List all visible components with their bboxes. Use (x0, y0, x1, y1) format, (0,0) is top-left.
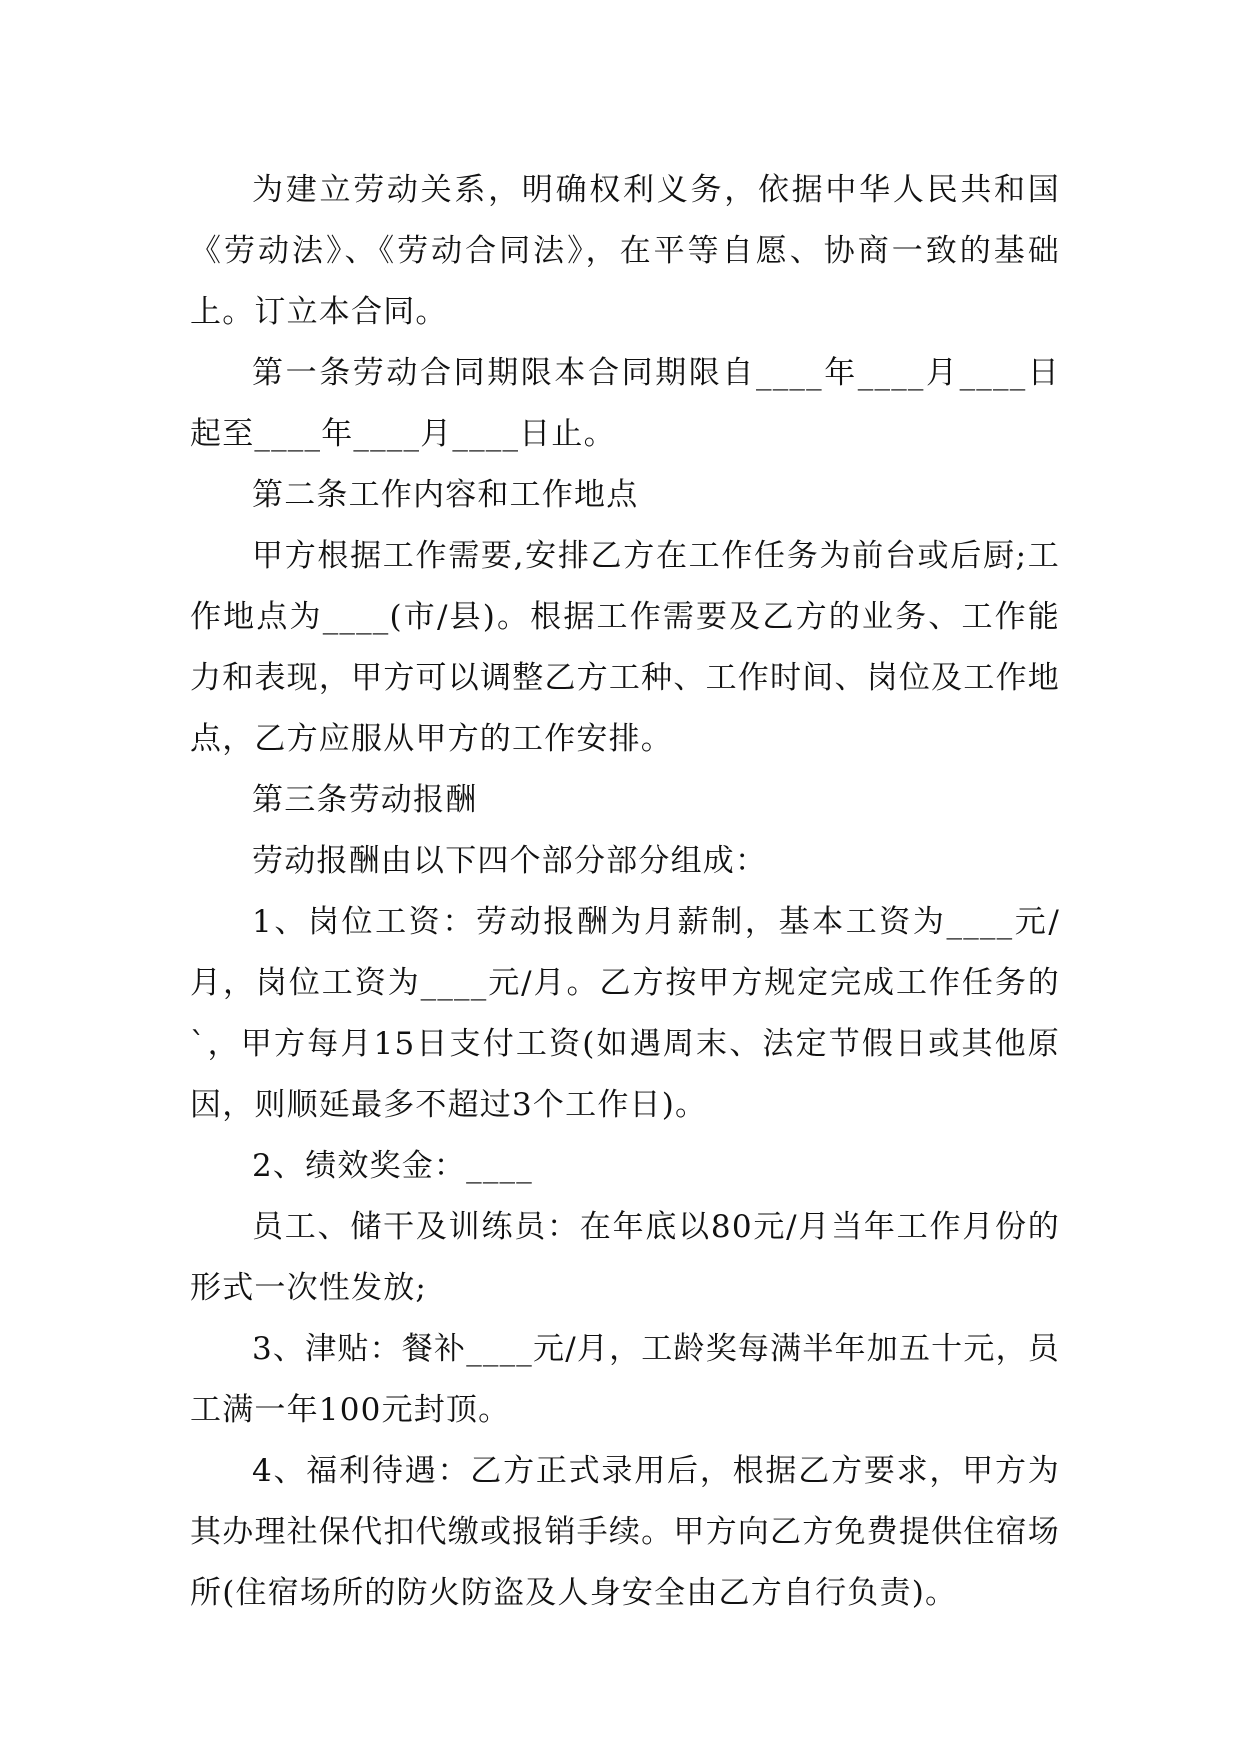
paragraph-remuneration-intro: 劳动报酬由以下四个部分部分组成： (252, 843, 768, 879)
paragraph-preamble: 为建立劳动关系，明确权利义务，依据中华人民共和国《劳动法》、《劳动合同法》，在平等自愿、协商一致的基础上。订立本合同。 (190, 172, 1060, 330)
paragraph-position-salary: 1、岗位工资：劳动报酬为月薪制，基本工资为____元/月，岗位工资为____元/月。乙方按甲方规定完成工作任务的`，甲方每月15日支付工资(如遇周末、法定节假日或其他原因，则顺延最多不超过3个工作日)。 (190, 904, 1060, 1123)
paragraph-benefits: 4、福利待遇：乙方正式录用后，根据乙方要求，甲方为其办理社保代扣代缴或报销手续。甲方向乙方免费提供住宿场所(住宿场所的防火防盗及人身安全由乙方自行负责)。 (190, 1453, 1060, 1611)
paragraph-article-3-heading: 第三条劳动报酬 (252, 782, 478, 818)
paragraph-article-2-body: 甲方根据工作需要,安排乙方在工作任务为前台或后厨;工作地点为____(市/县)。根据工作需要及乙方的业务、工作能力和表现，甲方可以调整乙方工种、工作时间、岗位及工作地点，乙方应服从甲方的工作安排。 (190, 538, 1060, 757)
paragraph-allowance: 3、津贴：餐补____元/月，工龄奖每满半年加五十元，员工满一年100元封顶。 (190, 1331, 1060, 1428)
paragraph-article-1-term: 第一条劳动合同期限本合同期限自____年____月____日起至____年____月____日止。 (190, 355, 1060, 452)
document-page (190, 160, 1060, 1624)
paragraph-article-2-heading: 第二条工作内容和工作地点 (252, 477, 639, 513)
paragraph-bonus-details: 员工、储干及训练员：在年底以80元/月当年工作月份的形式一次性发放; (190, 1209, 1060, 1306)
paragraph-performance-bonus: 2、绩效奖金：____ (252, 1148, 533, 1184)
